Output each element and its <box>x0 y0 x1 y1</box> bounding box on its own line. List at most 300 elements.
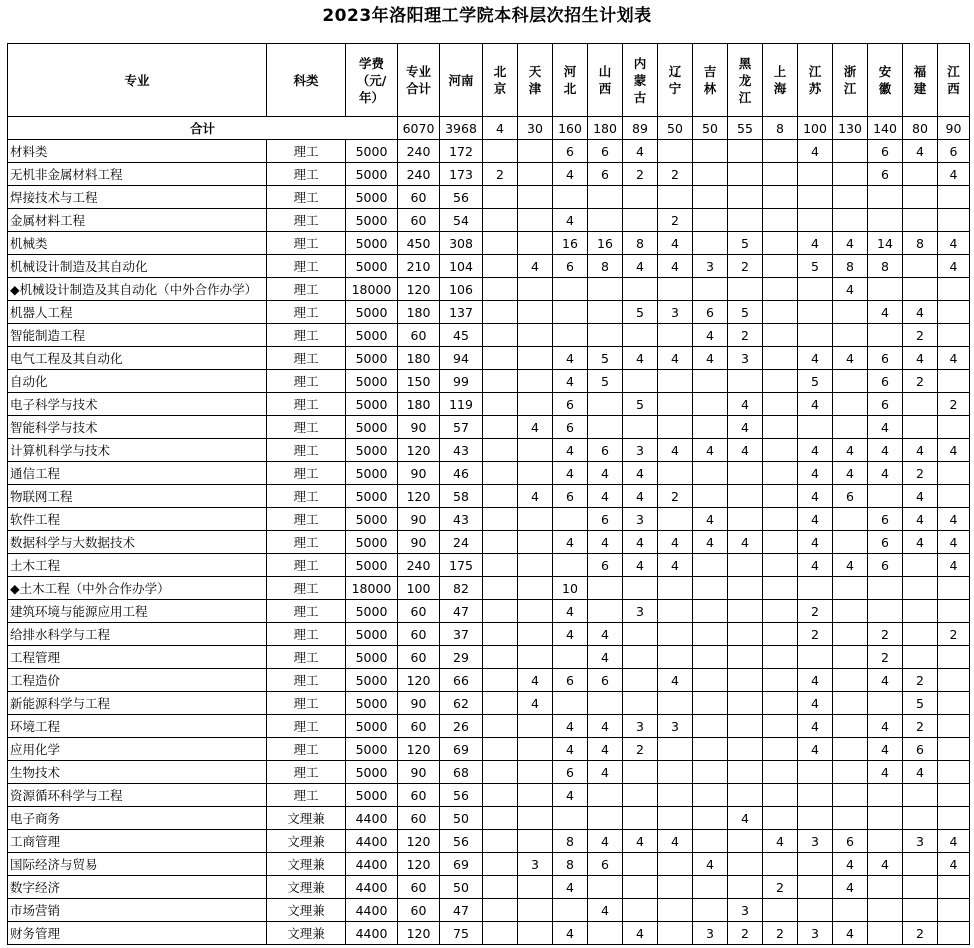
province-cell: 5 <box>798 255 833 278</box>
province-cell <box>553 807 588 830</box>
total-province-cell: 4 <box>483 117 518 140</box>
total-cell: 60 <box>398 784 440 807</box>
province-cell <box>693 715 728 738</box>
fee-cell: 5000 <box>346 393 398 416</box>
province-cell <box>658 623 693 646</box>
province-cell: 16 <box>588 232 623 255</box>
fee-cell: 5000 <box>346 508 398 531</box>
province-cell: 4 <box>588 738 623 761</box>
table-row <box>8 232 970 255</box>
province-cell <box>658 186 693 209</box>
province-cell <box>938 462 970 485</box>
province-cell <box>658 899 693 922</box>
province-cell: 4 <box>833 876 868 899</box>
province-cell: 4 <box>763 830 798 853</box>
total-cell: 60 <box>398 324 440 347</box>
province-cell: 14 <box>868 232 903 255</box>
fee-cell: 4400 <box>346 922 398 945</box>
province-cell: 8 <box>553 830 588 853</box>
province-cell <box>763 853 798 876</box>
province-cell: 4 <box>798 439 833 462</box>
total-province-cell: 55 <box>728 117 763 140</box>
total-cell: 180 <box>398 393 440 416</box>
total-cell: 120 <box>398 669 440 692</box>
province-cell: 6 <box>868 163 903 186</box>
table-row <box>8 784 970 807</box>
province-cell <box>903 853 938 876</box>
province-cell <box>763 140 798 163</box>
province-cell: 4 <box>518 255 553 278</box>
henan-cell: 173 <box>440 163 483 186</box>
province-cell <box>518 830 553 853</box>
province-cell <box>938 600 970 623</box>
category-cell: 理工 <box>267 715 346 738</box>
henan-cell: 94 <box>440 347 483 370</box>
major-cell: 机械类 <box>8 232 267 255</box>
province-cell: 4 <box>553 370 588 393</box>
province-cell <box>518 347 553 370</box>
major-cell: 物联网工程 <box>8 485 267 508</box>
total-cell: 240 <box>398 554 440 577</box>
province-cell: 2 <box>623 163 658 186</box>
province-cell <box>588 807 623 830</box>
header-province: 江 西 <box>938 44 970 117</box>
total-cell: 450 <box>398 232 440 255</box>
henan-cell: 47 <box>440 899 483 922</box>
header-province: 吉 林 <box>693 44 728 117</box>
province-cell: 6 <box>588 554 623 577</box>
province-cell <box>483 508 518 531</box>
province-cell: 4 <box>798 669 833 692</box>
province-cell: 4 <box>938 232 970 255</box>
total-cell: 120 <box>398 485 440 508</box>
province-cell <box>728 669 763 692</box>
header-province: 河 北 <box>553 44 588 117</box>
major-cell: 无机非金属材料工程 <box>8 163 267 186</box>
province-cell <box>623 899 658 922</box>
province-cell: 2 <box>903 462 938 485</box>
province-cell <box>938 922 970 945</box>
province-cell <box>728 646 763 669</box>
total-province-cell: 89 <box>623 117 658 140</box>
province-cell: 4 <box>588 531 623 554</box>
province-cell <box>763 715 798 738</box>
total-cell: 90 <box>398 416 440 439</box>
province-cell: 2 <box>938 393 970 416</box>
province-cell: 4 <box>798 140 833 163</box>
province-cell: 4 <box>553 876 588 899</box>
province-cell <box>868 876 903 899</box>
province-cell <box>623 324 658 347</box>
province-cell: 8 <box>903 232 938 255</box>
province-cell <box>868 485 903 508</box>
henan-cell: 175 <box>440 554 483 577</box>
province-cell: 3 <box>728 347 763 370</box>
category-cell: 文理兼 <box>267 876 346 899</box>
province-cell: 4 <box>553 715 588 738</box>
total-cell: 120 <box>398 738 440 761</box>
total-cell: 90 <box>398 761 440 784</box>
province-cell: 4 <box>938 853 970 876</box>
province-cell <box>588 186 623 209</box>
fee-cell: 5000 <box>346 347 398 370</box>
henan-cell: 56 <box>440 830 483 853</box>
province-cell: 6 <box>553 761 588 784</box>
province-cell: 4 <box>833 347 868 370</box>
province-cell <box>903 784 938 807</box>
province-cell <box>658 278 693 301</box>
henan-cell: 43 <box>440 439 483 462</box>
province-cell <box>763 899 798 922</box>
province-cell <box>763 692 798 715</box>
total-cell: 60 <box>398 899 440 922</box>
province-cell <box>658 508 693 531</box>
total-cell: 240 <box>398 140 440 163</box>
province-cell <box>833 600 868 623</box>
province-cell: 5 <box>728 232 763 255</box>
province-cell <box>658 577 693 600</box>
province-cell <box>518 462 553 485</box>
province-cell <box>728 485 763 508</box>
province-cell <box>903 807 938 830</box>
province-cell <box>763 738 798 761</box>
province-cell <box>903 623 938 646</box>
province-cell <box>658 324 693 347</box>
province-cell: 4 <box>728 807 763 830</box>
province-cell: 4 <box>903 140 938 163</box>
province-cell <box>483 830 518 853</box>
province-cell: 2 <box>903 922 938 945</box>
category-cell: 理工 <box>267 255 346 278</box>
table-row <box>8 186 970 209</box>
province-cell <box>833 508 868 531</box>
province-cell <box>658 393 693 416</box>
province-cell <box>588 600 623 623</box>
province-cell <box>518 899 553 922</box>
province-cell: 6 <box>553 669 588 692</box>
province-cell <box>903 876 938 899</box>
province-cell <box>763 577 798 600</box>
major-cell: 土木工程 <box>8 554 267 577</box>
province-cell: 2 <box>658 209 693 232</box>
province-cell: 3 <box>693 922 728 945</box>
province-cell <box>903 255 938 278</box>
province-cell: 3 <box>623 715 658 738</box>
henan-cell: 57 <box>440 416 483 439</box>
province-cell: 5 <box>588 347 623 370</box>
province-cell: 4 <box>553 600 588 623</box>
fee-cell: 5000 <box>346 531 398 554</box>
province-cell <box>483 347 518 370</box>
header-province: 山 西 <box>588 44 623 117</box>
province-cell <box>483 462 518 485</box>
province-cell <box>588 922 623 945</box>
province-cell: 2 <box>798 600 833 623</box>
province-cell: 5 <box>903 692 938 715</box>
province-cell <box>798 416 833 439</box>
total-cell: 60 <box>398 807 440 830</box>
table-row <box>8 922 970 945</box>
province-cell <box>483 577 518 600</box>
province-cell: 3 <box>623 439 658 462</box>
province-cell: 4 <box>553 623 588 646</box>
province-cell <box>938 807 970 830</box>
province-cell <box>483 623 518 646</box>
province-cell: 3 <box>798 922 833 945</box>
province-cell: 4 <box>868 669 903 692</box>
total-province-cell: 80 <box>903 117 938 140</box>
table-row <box>8 669 970 692</box>
province-cell <box>938 738 970 761</box>
province-cell: 4 <box>693 853 728 876</box>
province-cell <box>518 186 553 209</box>
total-cell: 90 <box>398 531 440 554</box>
table-body <box>8 117 970 945</box>
province-cell: 6 <box>553 140 588 163</box>
province-cell: 6 <box>693 301 728 324</box>
province-cell <box>833 209 868 232</box>
header-province: 北 京 <box>483 44 518 117</box>
province-cell <box>588 393 623 416</box>
province-cell <box>623 278 658 301</box>
province-cell: 4 <box>588 646 623 669</box>
total-cell: 120 <box>398 830 440 853</box>
province-cell <box>483 255 518 278</box>
province-cell: 4 <box>518 669 553 692</box>
category-cell: 理工 <box>267 209 346 232</box>
province-cell <box>798 899 833 922</box>
henan-cell: 172 <box>440 140 483 163</box>
province-cell <box>588 784 623 807</box>
province-cell <box>728 761 763 784</box>
province-cell <box>518 278 553 301</box>
province-cell: 4 <box>938 439 970 462</box>
province-cell: 3 <box>693 255 728 278</box>
province-cell <box>483 738 518 761</box>
province-cell: 4 <box>658 347 693 370</box>
category-cell: 理工 <box>267 278 346 301</box>
province-cell <box>728 853 763 876</box>
major-cell: 财务管理 <box>8 922 267 945</box>
province-cell <box>728 876 763 899</box>
province-cell <box>483 301 518 324</box>
province-cell <box>518 439 553 462</box>
henan-cell: 99 <box>440 370 483 393</box>
province-cell <box>763 301 798 324</box>
table-row <box>8 715 970 738</box>
province-cell <box>693 140 728 163</box>
total-province-cell: 160 <box>553 117 588 140</box>
henan-cell: 56 <box>440 784 483 807</box>
province-cell <box>763 646 798 669</box>
major-cell: 材料类 <box>8 140 267 163</box>
province-cell: 5 <box>623 393 658 416</box>
province-cell <box>903 600 938 623</box>
province-cell <box>588 301 623 324</box>
province-cell: 4 <box>728 393 763 416</box>
province-cell: 6 <box>868 393 903 416</box>
header-province: 黑 龙 江 <box>728 44 763 117</box>
province-cell <box>693 393 728 416</box>
province-cell: 4 <box>588 485 623 508</box>
table-row <box>8 761 970 784</box>
table-row <box>8 485 970 508</box>
province-cell <box>623 669 658 692</box>
province-cell <box>728 140 763 163</box>
province-cell: 2 <box>903 715 938 738</box>
province-cell <box>728 163 763 186</box>
total-cell: 240 <box>398 163 440 186</box>
table-row <box>8 393 970 416</box>
province-cell <box>483 393 518 416</box>
province-cell <box>693 209 728 232</box>
province-cell: 4 <box>623 830 658 853</box>
province-cell: 4 <box>658 554 693 577</box>
henan-cell: 50 <box>440 876 483 899</box>
province-cell <box>833 784 868 807</box>
province-cell <box>903 899 938 922</box>
table-row <box>8 278 970 301</box>
province-cell <box>658 370 693 393</box>
header-major: 专业 <box>8 44 267 117</box>
province-cell <box>938 669 970 692</box>
province-cell <box>483 899 518 922</box>
category-cell: 理工 <box>267 784 346 807</box>
header-province: 天 津 <box>518 44 553 117</box>
total-henan: 3968 <box>440 117 483 140</box>
category-cell: 理工 <box>267 439 346 462</box>
province-cell <box>693 899 728 922</box>
page-title: 2023年洛阳理工学院本科层次招生计划表 <box>322 6 652 26</box>
province-cell <box>483 876 518 899</box>
province-cell <box>938 209 970 232</box>
henan-cell: 24 <box>440 531 483 554</box>
table-row <box>8 416 970 439</box>
major-cell: 工程管理 <box>8 646 267 669</box>
henan-cell: 62 <box>440 692 483 715</box>
province-cell <box>938 577 970 600</box>
province-cell <box>798 784 833 807</box>
total-cell: 60 <box>398 623 440 646</box>
header-province: 内 蒙 古 <box>623 44 658 117</box>
province-cell <box>728 186 763 209</box>
province-cell: 4 <box>623 140 658 163</box>
category-cell: 理工 <box>267 600 346 623</box>
province-cell: 4 <box>798 485 833 508</box>
total-cell: 180 <box>398 347 440 370</box>
province-cell <box>693 163 728 186</box>
header-province: 江 苏 <box>798 44 833 117</box>
province-cell <box>518 554 553 577</box>
province-cell: 4 <box>868 301 903 324</box>
province-cell: 4 <box>798 393 833 416</box>
table-row <box>8 876 970 899</box>
province-cell: 4 <box>903 347 938 370</box>
major-cell: 给排水科学与工程 <box>8 623 267 646</box>
province-cell <box>693 186 728 209</box>
province-cell <box>693 370 728 393</box>
province-cell <box>483 324 518 347</box>
province-cell <box>693 462 728 485</box>
major-cell: 自动化 <box>8 370 267 393</box>
province-cell: 4 <box>518 416 553 439</box>
province-cell: 2 <box>658 485 693 508</box>
province-cell: 4 <box>588 623 623 646</box>
province-cell <box>518 209 553 232</box>
province-cell <box>798 301 833 324</box>
province-cell: 4 <box>623 347 658 370</box>
province-cell: 6 <box>553 393 588 416</box>
province-cell <box>833 623 868 646</box>
province-cell <box>763 531 798 554</box>
province-cell: 4 <box>903 485 938 508</box>
province-cell <box>728 462 763 485</box>
fee-cell: 5000 <box>346 784 398 807</box>
province-cell <box>798 209 833 232</box>
province-cell <box>938 646 970 669</box>
total-province-cell: 30 <box>518 117 553 140</box>
province-cell <box>483 186 518 209</box>
province-cell: 10 <box>553 577 588 600</box>
province-cell <box>763 462 798 485</box>
province-cell <box>693 692 728 715</box>
province-cell: 8 <box>833 255 868 278</box>
province-cell <box>763 784 798 807</box>
major-cell: 焊接技术与工程 <box>8 186 267 209</box>
henan-cell: 69 <box>440 853 483 876</box>
province-cell <box>553 186 588 209</box>
province-cell <box>658 922 693 945</box>
henan-cell: 69 <box>440 738 483 761</box>
province-cell: 4 <box>833 278 868 301</box>
province-cell: 4 <box>798 508 833 531</box>
province-cell <box>763 416 798 439</box>
province-cell <box>763 370 798 393</box>
henan-cell: 54 <box>440 209 483 232</box>
province-cell <box>868 186 903 209</box>
province-cell: 6 <box>868 531 903 554</box>
total-cell: 120 <box>398 922 440 945</box>
province-cell <box>518 324 553 347</box>
province-cell <box>658 738 693 761</box>
category-cell: 理工 <box>267 508 346 531</box>
province-cell <box>903 278 938 301</box>
category-cell: 理工 <box>267 232 346 255</box>
henan-cell: 75 <box>440 922 483 945</box>
province-cell <box>833 577 868 600</box>
province-cell: 4 <box>553 462 588 485</box>
province-cell <box>833 531 868 554</box>
major-cell: ◆机械设计制造及其自动化（中外合作办学） <box>8 278 267 301</box>
province-cell <box>588 416 623 439</box>
province-cell <box>623 186 658 209</box>
province-cell <box>938 370 970 393</box>
province-cell <box>833 807 868 830</box>
province-cell <box>763 324 798 347</box>
table-row <box>8 853 970 876</box>
province-cell <box>763 393 798 416</box>
province-cell <box>868 209 903 232</box>
province-cell: 2 <box>868 623 903 646</box>
province-cell: 4 <box>798 232 833 255</box>
total-cell: 100 <box>398 577 440 600</box>
province-cell <box>798 853 833 876</box>
province-cell <box>518 163 553 186</box>
province-cell: 4 <box>938 830 970 853</box>
table-row <box>8 439 970 462</box>
fee-cell: 5000 <box>346 692 398 715</box>
province-cell <box>693 232 728 255</box>
